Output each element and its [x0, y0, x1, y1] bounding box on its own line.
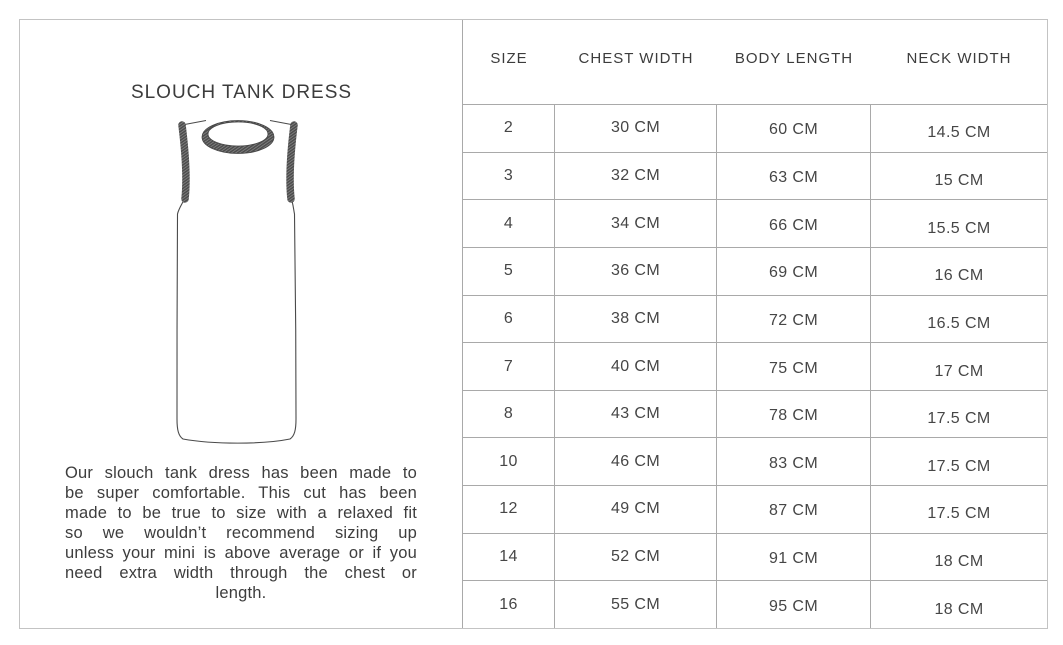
table-row — [463, 200, 1047, 248]
tank-dress-illustration — [173, 114, 303, 449]
table-cell: 36 CM — [555, 248, 717, 295]
table-cell: 38 CM — [555, 296, 717, 343]
table-cell: 15.5 CM — [927, 219, 991, 237]
table-row — [463, 296, 1047, 344]
description-line: Our slouch tank dress has been made to — [65, 464, 417, 482]
table-cell: 69 CM — [717, 248, 871, 295]
table-cell: 14.5 CM — [927, 124, 991, 142]
table-cell: 63 CM — [717, 153, 871, 200]
table-cell: 91 CM — [717, 534, 871, 581]
column-header-chest-width: CHEST WIDTH — [578, 50, 694, 67]
table-cell: 4 — [463, 200, 555, 247]
table-cell: 12 — [463, 486, 555, 533]
table-cell: 17.5 CM — [927, 457, 991, 475]
table-cell: 15 CM — [934, 171, 984, 189]
table-cell: 87 CM — [717, 486, 871, 533]
table-cell: 43 CM — [555, 391, 717, 438]
table-cell: 10 — [463, 438, 555, 485]
table-cell: 8 — [463, 391, 555, 438]
table-cell: 30 CM — [555, 105, 717, 152]
column-header-neck-width: NECK WIDTH — [906, 50, 1012, 67]
table-row — [463, 105, 1047, 153]
dress-body-outline — [177, 198, 296, 443]
table-row — [463, 248, 1047, 296]
table-cell: 52 CM — [555, 534, 717, 581]
table-cell: 55 CM — [555, 581, 717, 628]
product-description — [65, 463, 417, 603]
table-cell: 95 CM — [717, 581, 871, 628]
table-cell: 49 CM — [555, 486, 717, 533]
table-cell: 40 CM — [555, 343, 717, 390]
table-row — [463, 581, 1047, 628]
product-panel — [20, 20, 463, 628]
column-header-body-length: BODY LENGTH — [734, 50, 854, 67]
table-cell: 17.5 CM — [927, 410, 991, 428]
table-cell: 83 CM — [717, 438, 871, 485]
dress-armhole-trim-right — [290, 125, 294, 199]
table-header-row — [463, 20, 1047, 105]
table-row — [463, 153, 1047, 201]
table-row — [463, 486, 1047, 534]
table-cell: 6 — [463, 296, 555, 343]
description-line: be super comfortable. This cut has been — [65, 484, 417, 502]
table-cell: 34 CM — [555, 200, 717, 247]
table-cell: 16 — [463, 581, 555, 628]
table-cell: 66 CM — [717, 200, 871, 247]
table-cell: 75 CM — [717, 343, 871, 390]
table-cell: 3 — [463, 153, 555, 200]
table-cell: 16.5 CM — [927, 314, 991, 332]
column-header-size: SIZE — [490, 50, 528, 67]
table-cell: 2 — [463, 105, 555, 152]
page-frame — [19, 19, 1048, 629]
table-cell: 5 — [463, 248, 555, 295]
table-row — [463, 391, 1047, 439]
size-table — [462, 20, 1047, 628]
table-cell: 16 CM — [934, 267, 984, 285]
description-line: length. — [215, 584, 267, 602]
product-title: SLOUCH TANK DRESS — [130, 82, 353, 103]
table-cell: 17 CM — [934, 362, 984, 380]
dress-neckband-inner — [208, 122, 268, 146]
description-line: made to be true to size with a relaxed fit — [65, 504, 417, 522]
description-line: so we wouldn’t recommend sizing up — [65, 524, 417, 542]
table-cell: 14 — [463, 534, 555, 581]
table-cell: 72 CM — [717, 296, 871, 343]
table-cell: 46 CM — [555, 438, 717, 485]
table-cell: 60 CM — [717, 105, 871, 152]
table-cell: 7 — [463, 343, 555, 390]
dress-armhole-trim-left — [182, 125, 186, 199]
description-line: need extra width through the chest or — [65, 564, 417, 582]
table-cell: 17.5 CM — [927, 505, 991, 523]
table-row — [463, 534, 1047, 582]
table-body — [463, 105, 1047, 628]
table-cell: 78 CM — [717, 391, 871, 438]
table-row — [463, 343, 1047, 391]
table-cell: 18 CM — [934, 553, 984, 571]
description-line: unless your mini is above average or if you — [65, 544, 417, 562]
table-row — [463, 438, 1047, 486]
table-cell: 18 CM — [934, 600, 984, 618]
table-cell: 32 CM — [555, 153, 717, 200]
